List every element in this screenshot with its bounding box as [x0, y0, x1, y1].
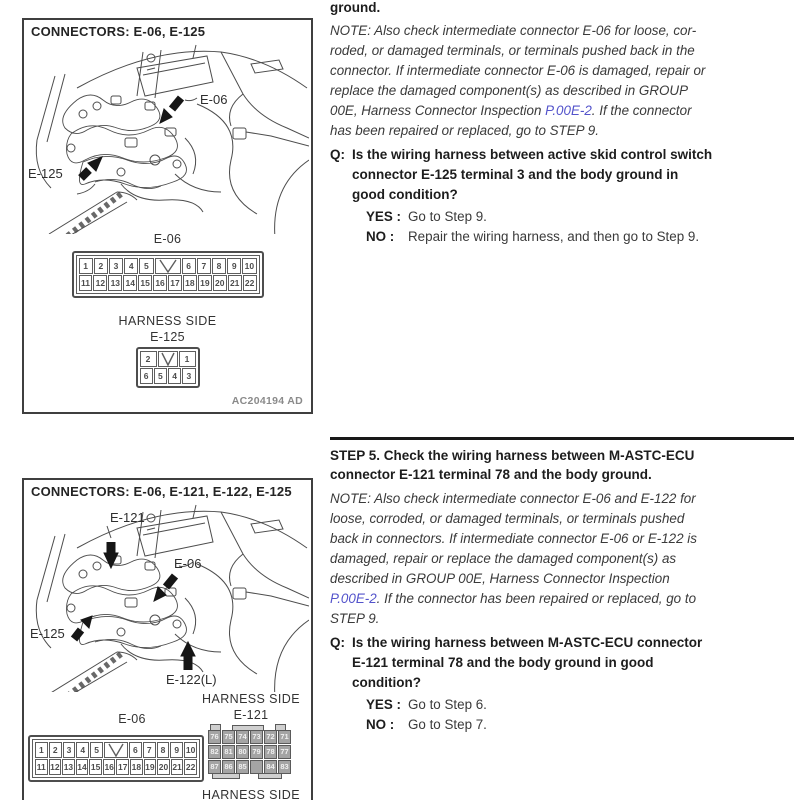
- pin-cell: 6: [140, 368, 153, 384]
- p00e2-link[interactable]: P.00E-2: [545, 103, 592, 118]
- e06-pins-1-5: [79, 258, 154, 274]
- pin-cell: 81: [222, 745, 235, 759]
- pin-cell: 11: [79, 275, 93, 291]
- pin-cell: 80: [236, 745, 249, 759]
- figure1-e06-name: E-06: [153, 232, 182, 246]
- figure2-title: CONNECTORS: E-06, E-121, E-122, E-125: [31, 484, 292, 499]
- figure2-callout-e125: E-125: [30, 626, 65, 641]
- question-text: Is the wiring harness between M-ASTC-ECU connector E-121 terminal 78 and the body ground in good condition?: [352, 635, 703, 690]
- figure2-harness-side-bottom: HARNESS SIDE: [202, 788, 300, 800]
- pin-cell: 18: [183, 275, 197, 291]
- figure2-e06-name: E-06: [118, 712, 146, 726]
- pin-cell: 7: [143, 742, 156, 758]
- no-answer: NO : Repair the wiring harness, and then go to Step 9.: [366, 229, 700, 244]
- pin-cell: 75: [222, 730, 235, 744]
- pin-cell: 78: [264, 745, 277, 759]
- pin-cell: 2: [94, 258, 108, 274]
- connector-tab: [258, 773, 282, 779]
- step5-heading: STEP 5. Check the wiring harness between M-ASTC-ECU connector E-121 terminal 78 and the body ground.: [330, 448, 695, 482]
- pin-cell: 9: [227, 258, 241, 274]
- e125-pin-1: [179, 351, 196, 367]
- e06-pins-6-10: [129, 742, 197, 758]
- connector-e125-pinout: [136, 347, 200, 388]
- pin-cell: 14: [123, 275, 137, 291]
- question-block: [330, 145, 794, 205]
- heading-fragment: ground.: [330, 0, 381, 15]
- question-block: [330, 633, 794, 693]
- pin-cell: 12: [93, 275, 107, 291]
- e06-pins-1-5: [35, 742, 103, 758]
- pin-cell: 5: [139, 258, 153, 274]
- pin-cell: 18: [130, 759, 143, 775]
- pin-cell: 19: [144, 759, 157, 775]
- pin-cell: 86: [222, 760, 235, 774]
- pin-cell: 8: [157, 742, 170, 758]
- pin-cell: 20: [157, 759, 170, 775]
- note-paragraph: NOTE: Also check intermediate connector E-06 and E-122 for loose, corroded, or damaged terminals, or terminals pushed back in connectors. If intermediate connector E-06 or E-122 is damaged, repair or replace the damaged component(s) as described in GROUP 00E, Harness Connector Inspection P.00E-2. If the connector has been repaired or replaced, go to STEP 9.: [330, 491, 697, 626]
- figure1-harness-side-label: HARNESS SIDE: [118, 314, 217, 328]
- pin-cell: 21: [171, 759, 184, 775]
- pin-cell: 8: [212, 258, 226, 274]
- pin-cell: 12: [49, 759, 62, 775]
- pin-cell: 1: [79, 258, 93, 274]
- pin-cell: 76: [208, 730, 221, 744]
- step-divider-rule: [330, 437, 794, 440]
- pin-cell: 1: [35, 742, 48, 758]
- e125-arrow-icon: [74, 616, 92, 639]
- pin-cell: 13: [62, 759, 75, 775]
- e125-pin-2: [140, 351, 157, 367]
- keying-notch-icon: [155, 258, 181, 274]
- figure2-callout-e121: E-121: [110, 510, 145, 525]
- pin-cell: 16: [153, 275, 167, 291]
- pin-cell: 17: [116, 759, 129, 775]
- connector-tab: [210, 724, 221, 731]
- pin-cell: 4: [168, 368, 181, 384]
- figure1-callout-e125: E-125: [28, 166, 63, 181]
- question-label: Q:: [330, 635, 345, 650]
- pin-cell: 85: [236, 760, 249, 774]
- pin-cell: 10: [184, 742, 197, 758]
- pin-cell: 22: [184, 759, 197, 775]
- figure2-e121-name: E-121: [233, 708, 269, 722]
- figure1-callout-e06: E-06: [200, 92, 228, 107]
- pin-cell: 84: [264, 760, 277, 774]
- pin-cell: 10: [242, 258, 256, 274]
- pin-cell: 11: [35, 759, 48, 775]
- pin-cell: 77: [278, 745, 291, 759]
- pin-cell: 16: [103, 759, 116, 775]
- pin-cell: 3: [63, 742, 76, 758]
- connector-e06-pinout: [28, 735, 204, 782]
- figure1-e125-name: E-125: [150, 330, 185, 344]
- question-label: Q:: [330, 147, 345, 162]
- pin-cell: 4: [76, 742, 89, 758]
- pin-cell: 17: [168, 275, 182, 291]
- pin-cell: 15: [89, 759, 102, 775]
- figure2-harness-drawing: [25, 502, 309, 692]
- pin-cell: 72: [264, 730, 277, 744]
- figure1-harness-drawing: [25, 42, 309, 234]
- keying-notch-icon: [158, 351, 178, 367]
- pin-cell: 1: [179, 351, 196, 367]
- pin-cell: 79: [250, 745, 263, 759]
- pin-cell: 13: [108, 275, 122, 291]
- e06-arrow-icon: [160, 98, 181, 123]
- pin-cell: 73: [250, 730, 263, 744]
- text-section-step5: [330, 437, 794, 735]
- pin-cell: 83: [278, 760, 291, 774]
- pin-cell: 2: [140, 351, 157, 367]
- pin-cell: 3: [182, 368, 195, 384]
- text-section-1: [330, 0, 794, 247]
- answers: [366, 207, 794, 247]
- pin-cell: 19: [198, 275, 212, 291]
- pin-cell: 6: [182, 258, 196, 274]
- pin-cell: 7: [197, 258, 211, 274]
- pin-cell: 3: [109, 258, 123, 274]
- connector-tab: [212, 773, 240, 779]
- pin-cell: 14: [76, 759, 89, 775]
- pin-cell: 74: [236, 730, 249, 744]
- note-paragraph: NOTE: Also check intermediate connector E-06 for loose, cor- roded, or damaged terminals, or terminals pushed back in the connector. If intermediate connector E-06 is damaged, repair or replace the damaged component(s) as described in GROUP 00E, Harness Connector Inspection P.00E-2. If the connector has been repaired or replaced, go to STEP 9.: [330, 23, 706, 138]
- e06-pins-11-22: [35, 759, 197, 775]
- e121-pins-76-71: [208, 730, 291, 744]
- pin-cell: 15: [138, 275, 152, 291]
- e06-pins-6-10: [182, 258, 257, 274]
- figure2-callout-e122: E-122(L): [166, 672, 217, 687]
- e121-pins-82-77: [208, 745, 291, 759]
- pin-cell: 5: [154, 368, 167, 384]
- figure2-box: [22, 478, 313, 800]
- pin-cell: 20: [213, 275, 227, 291]
- answers: [366, 695, 794, 735]
- pin-cell: 87: [208, 760, 221, 774]
- connector-e121-pinout: [208, 730, 288, 774]
- pin-cell: 71: [278, 730, 291, 744]
- question-text: Is the wiring harness between active skid control switch connector E-125 terminal 3 and the body ground in good condition?: [352, 147, 713, 202]
- p00e2-link[interactable]: P.00E-2: [330, 591, 377, 606]
- pin-cell: 82: [208, 745, 221, 759]
- keying-notch-icon: [104, 742, 128, 758]
- e121-pins-87-83: [208, 760, 291, 774]
- yes-answer: YES : Go to Step 9.: [366, 209, 487, 224]
- e06-pins-11-22: [79, 275, 257, 291]
- pin-cell: 9: [170, 742, 183, 758]
- pin-cell: [250, 760, 263, 774]
- figure1-code: AC204194 AD: [231, 395, 303, 407]
- connector-tab: [232, 725, 264, 731]
- pin-cell: 2: [49, 742, 62, 758]
- pin-cell: 22: [243, 275, 257, 291]
- figure2-harness-side-right: HARNESS SIDE: [202, 692, 300, 706]
- yes-answer: YES : Go to Step 6.: [366, 697, 487, 712]
- pin-cell: 6: [129, 742, 142, 758]
- pin-cell: 21: [228, 275, 242, 291]
- figure1-title: CONNECTORS: E-06, E-125: [31, 24, 206, 39]
- figure2-callout-e06: E-06: [174, 556, 202, 571]
- pin-cell: 5: [90, 742, 103, 758]
- connector-e06-pinout: [72, 251, 264, 298]
- pin-cell: 4: [124, 258, 138, 274]
- no-answer: NO : Go to Step 7.: [366, 717, 487, 732]
- figure1-box: [22, 18, 313, 414]
- e125-pins-6-3: [140, 368, 196, 384]
- connector-tab: [275, 724, 286, 731]
